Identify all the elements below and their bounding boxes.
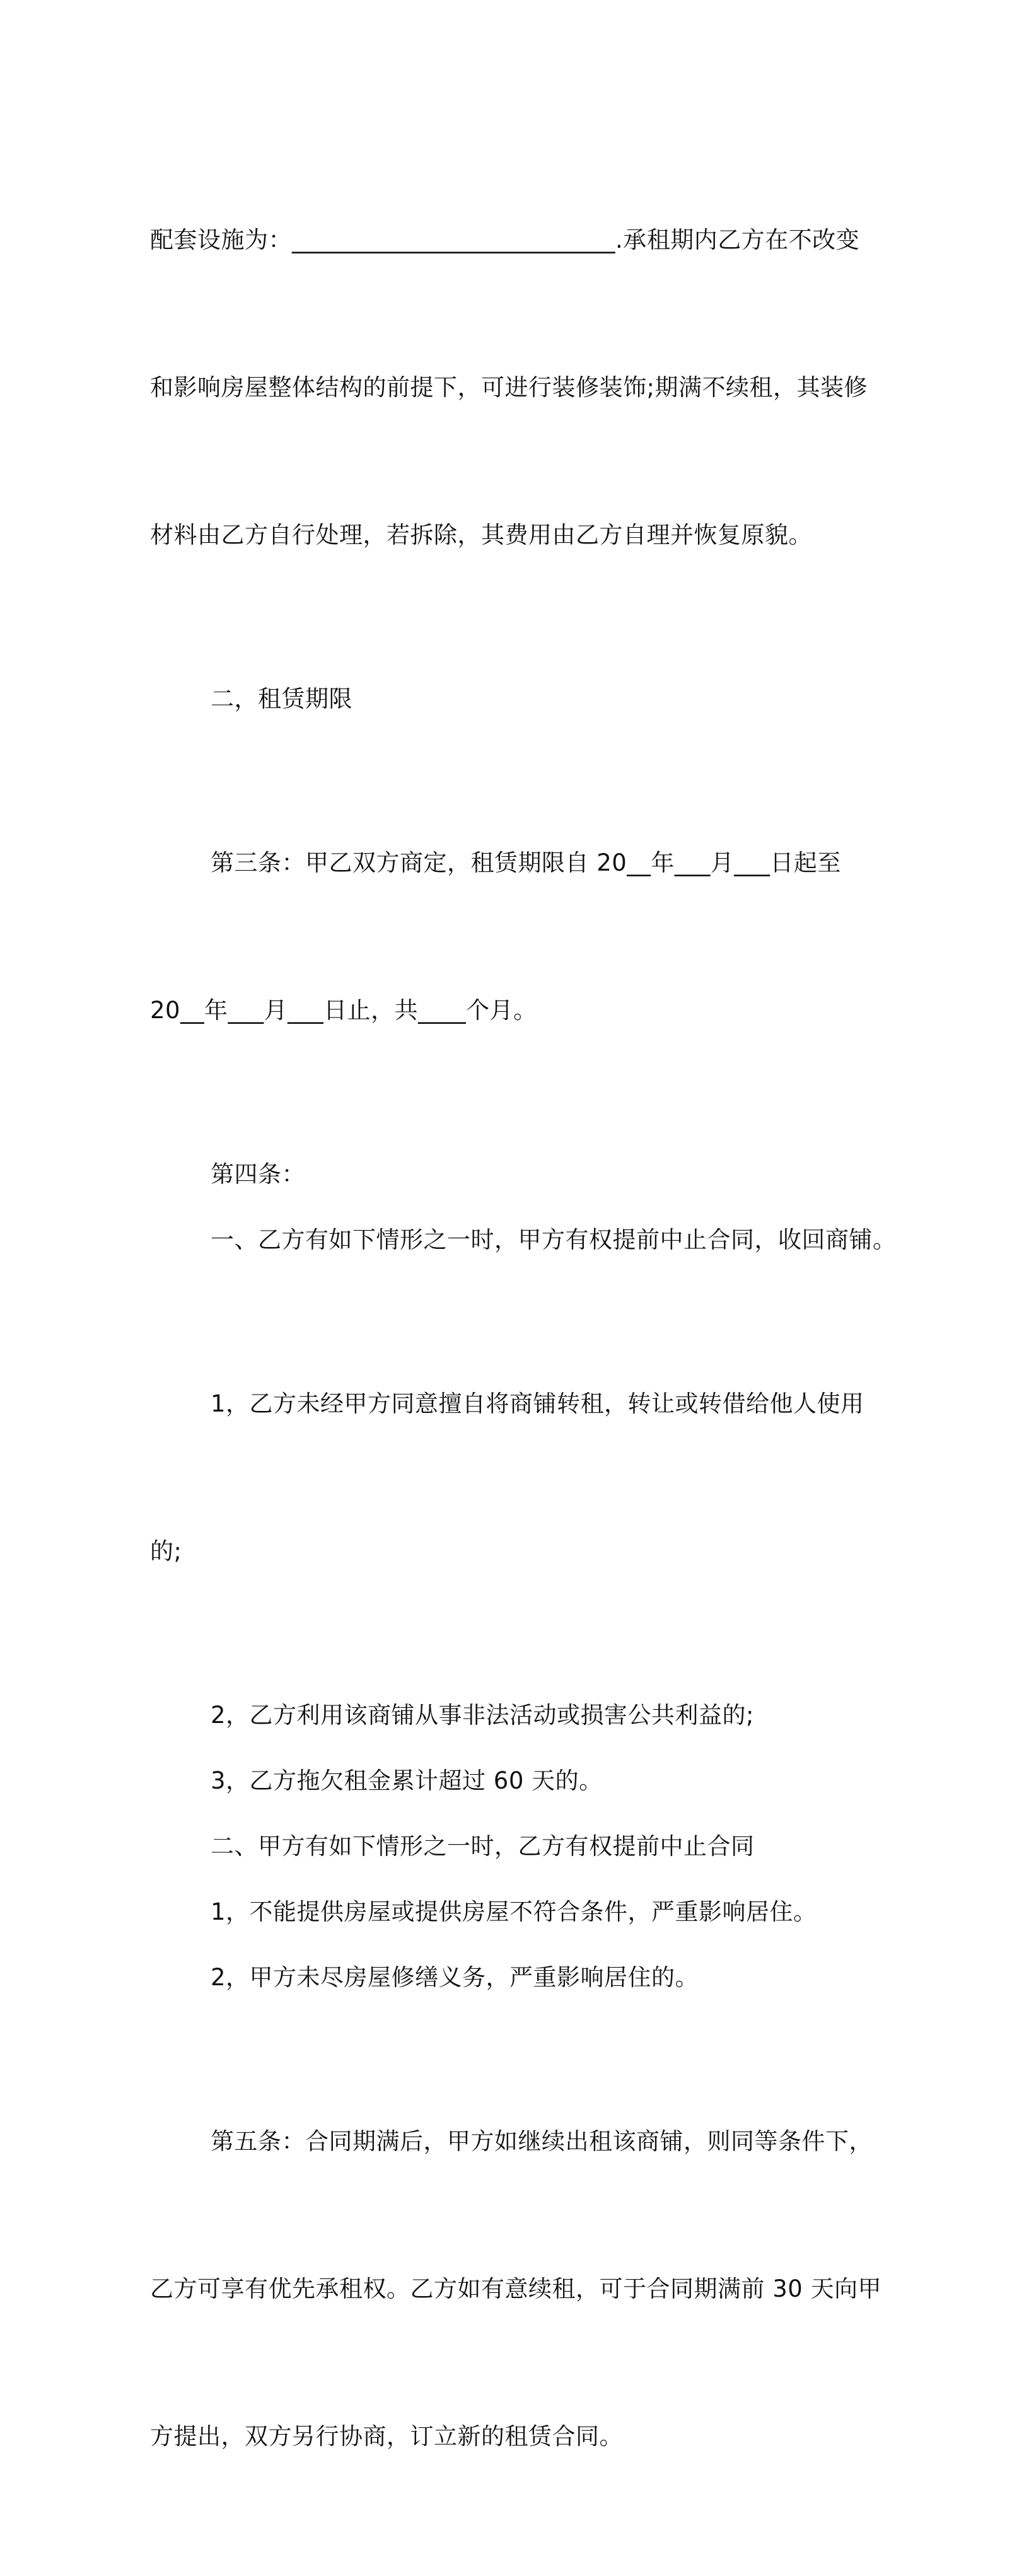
- paragraph-line: 1，乙方未经甲方同意擅自将商铺转租，转让或转借给他人使用: [211, 1390, 864, 1417]
- paragraph-line: 配套设施为：___________________________.承租期内乙方在不改变: [150, 226, 860, 253]
- article-5: [150, 2019, 881, 2560]
- article-4-title: 第四条：: [211, 1161, 305, 1188]
- paragraph-line: 和影响房屋整体结构的前提下，可进行装修装饰;期满不续租，其装修: [150, 374, 868, 401]
- article-4-clause-2: 二、甲方有如下情形之一时，乙方有权提前中止合同: [211, 1833, 755, 1860]
- document-body: [150, 117, 897, 2576]
- paragraph-line: 乙方可享有优先承租权。乙方如有意续租，可于合同期满前 30 天向甲: [150, 2275, 882, 2302]
- article-4-clause-1-item-2: 2，乙方利用该商铺从事非法活动或损害公共利益的;: [211, 1702, 755, 1729]
- article-4-clause-1: 一、乙方有如下情形之一时，甲方有权提前中止合同，收回商铺。: [211, 1226, 897, 1253]
- article-4-clause-1-item-1: [150, 1281, 881, 1674]
- article-4-clause-2-item-2: 2，甲方未尽房屋修缮义务，严重影响居住的。: [211, 1964, 699, 1991]
- paragraph-line: 20__年___月___日止，共____个月。: [150, 997, 537, 1024]
- section-title-lease-term: 二，租赁期限: [211, 685, 352, 712]
- paragraph-facilities: [150, 117, 881, 658]
- paragraph-line: 材料由乙方自行处理，若拆除，其费用由乙方自理并恢复原貌。: [150, 521, 812, 548]
- article-4-clause-2-item-1: 1，不能提供房屋或提供房屋不符合条件，严重影响居住。: [211, 1898, 817, 1925]
- paragraph-line: 第五条：合同期满后，甲方如继续出租该商铺，则同等条件下，: [211, 2128, 873, 2155]
- paragraph-line: 方提出，双方另行协商，订立新的租赁合同。: [150, 2423, 623, 2450]
- paragraph-line: 第三条：甲乙双方商定，租赁期限自 20__年___月___日起至: [211, 849, 841, 876]
- paragraph-line: 的;: [150, 1538, 182, 1565]
- article-3: [150, 740, 881, 1134]
- article-4-clause-1-item-3: 3，乙方拖欠租金累计超过 60 天的。: [211, 1767, 603, 1794]
